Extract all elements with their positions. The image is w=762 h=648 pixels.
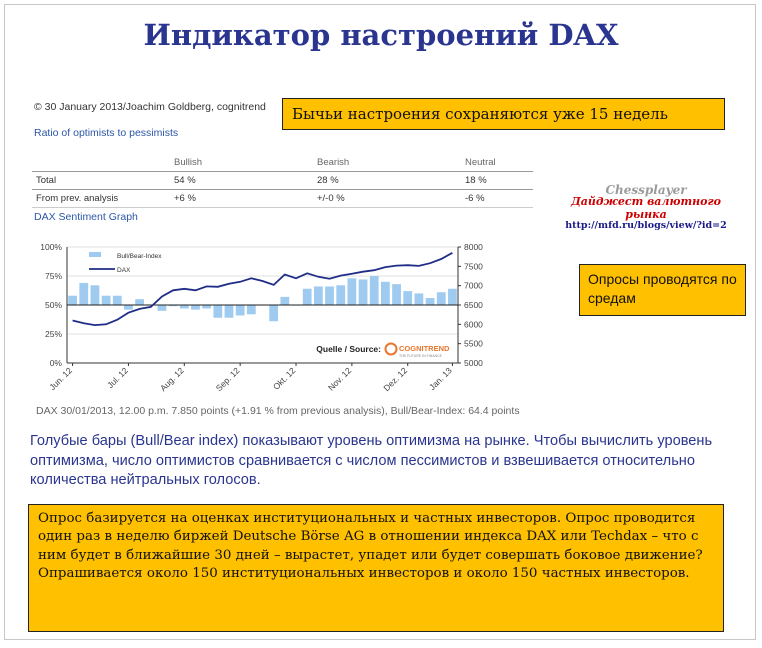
side-note-box xyxy=(579,264,746,316)
bar-bull-bear-index xyxy=(347,278,356,305)
cognitrend-logo-icon xyxy=(386,344,397,355)
table-header-cell xyxy=(32,154,170,172)
watermark-name: Chessplayer xyxy=(605,183,687,197)
watermark-digest: Дайджест валютного рынка xyxy=(570,195,722,221)
legend-swatch-bull-bear xyxy=(89,252,101,257)
right-axis-tick-label: 7000 xyxy=(464,280,483,291)
bar-bull-bear-index xyxy=(180,305,189,308)
bar-bull-bear-index xyxy=(381,282,390,305)
dax-caption: DAX 30/01/2013, 12.00 p.m. 7.850 points (+1.91 % from previous analysis), Bull/Bear-Index: 64.4 points xyxy=(36,405,520,417)
table-cell: 28 % xyxy=(313,172,461,190)
legend-label-bull-bear: Bull/Bear-Index xyxy=(117,253,162,260)
left-axis-tick-label: 100% xyxy=(40,242,62,252)
source-label: Quelle / Source: xyxy=(316,344,381,354)
explanation-text: Голубые бары (Bull/Bear index) показывают уровень оптимизма на рынке. Чтобы вычислить уровень оптимизма, число оптимистов сравнивается с числом пессимистов и взвешивается относительно количества нейтральных голосов. xyxy=(30,433,713,488)
bar-bull-bear-index xyxy=(225,305,234,318)
left-axis-tick-label: 0% xyxy=(49,358,62,368)
bar-bull-bear-index xyxy=(415,293,424,305)
headline-box xyxy=(282,98,725,130)
left-axis-tick-label: 25% xyxy=(44,329,62,339)
bar-bull-bear-index xyxy=(124,305,133,310)
bar-bull-bear-index xyxy=(269,305,278,321)
sentiment-table xyxy=(32,154,533,208)
bar-bull-bear-index xyxy=(426,298,435,305)
source-logo-text: COGNITREND xyxy=(399,344,450,353)
table-cell: +6 % xyxy=(170,190,313,208)
left-axis-tick-label: 50% xyxy=(44,300,62,310)
table-row xyxy=(32,172,533,190)
x-axis-tick-label: Jun. 12 xyxy=(47,365,74,393)
right-axis-tick-label: 6000 xyxy=(464,319,483,330)
bottom-note-box xyxy=(28,504,724,632)
bar-bull-bear-index xyxy=(359,279,368,305)
bar-bull-bear-index xyxy=(392,284,401,305)
x-axis-tick-label: Jul. 12 xyxy=(105,365,130,391)
table-cell: 54 % xyxy=(170,172,313,190)
source-logo-tagline: THE FUTURE IN FINANCE xyxy=(399,354,442,358)
x-axis-tick-label: Jan. 13 xyxy=(427,365,454,393)
table-cell: +/-0 % xyxy=(313,190,461,208)
bar-bull-bear-index xyxy=(213,305,222,318)
bar-bull-bear-index xyxy=(448,289,457,305)
watermark-logo xyxy=(556,183,736,231)
table-header-neutral: Neutral xyxy=(465,157,496,168)
x-axis-tick-label: Okt. 12 xyxy=(270,365,298,392)
bar-bull-bear-index xyxy=(247,305,256,314)
headline-text: Бычьи настроения сохраняются уже 15 недель xyxy=(292,105,668,123)
right-axis-tick-label: 8000 xyxy=(464,242,483,252)
dax-sentiment-chart xyxy=(30,237,500,402)
x-axis-tick-label: Dez. 12 xyxy=(381,365,410,394)
right-axis-tick-label: 6500 xyxy=(464,300,483,310)
bar-bull-bear-index xyxy=(236,305,245,315)
bar-bull-bear-index xyxy=(403,291,412,305)
table-header-bearish: Bearish xyxy=(317,157,350,168)
table-cell: From prev. analysis xyxy=(32,190,170,208)
right-axis-tick-label: 5000 xyxy=(464,358,483,368)
x-axis-tick-label: Aug. 12 xyxy=(157,365,186,394)
bar-bull-bear-index xyxy=(158,305,167,311)
table-header-row xyxy=(32,154,533,172)
side-note-text: Опросы проводятся по средам xyxy=(588,271,737,306)
left-axis-tick-label: 75% xyxy=(44,271,62,281)
right-axis-tick-label: 5500 xyxy=(464,338,483,349)
bar-bull-bear-index xyxy=(191,305,200,310)
graph-label: DAX Sentiment Graph xyxy=(34,211,138,223)
bar-bull-bear-index xyxy=(437,292,446,305)
bar-bull-bear-index xyxy=(102,296,111,305)
x-axis-tick-label: Sep. 12 xyxy=(213,365,242,394)
bar-bull-bear-index xyxy=(280,297,289,305)
bar-bull-bear-index xyxy=(79,283,88,305)
right-axis-tick-label: 7500 xyxy=(464,261,483,272)
table-row xyxy=(32,190,533,208)
legend-label-dax: DAX xyxy=(117,267,131,274)
table-cell: Total xyxy=(32,172,170,190)
bar-bull-bear-index xyxy=(202,305,211,308)
bottom-note-paragraph: Опрашивается около 150 институциональных инвесторов и около 150 частных инвесторов. xyxy=(38,566,690,582)
copyright-line: © 30 January 2013/Joachim Goldberg, cognitrend xyxy=(34,101,266,113)
bar-bull-bear-index xyxy=(370,276,379,305)
slide-title: Индикатор настроений DAX xyxy=(143,18,619,52)
bar-bull-bear-index xyxy=(336,285,345,305)
watermark-url[interactable]: http://mfd.ru/blogs/view/?id=2 xyxy=(565,220,727,231)
table-cell: 18 % xyxy=(461,172,533,190)
bar-bull-bear-index xyxy=(314,286,323,305)
table-cell: -6 % xyxy=(461,190,533,208)
bottom-note-paragraph: Опрос базируется на оценках институциональных и частных инвесторов. Опрос проводится один раз в неделю биржей Deutsche Börse AG в отношении индекса DAX или Techdax – что с ним будет в ближайшие 30 дней – вырастет, упадет или будет совершать боковое движение? xyxy=(38,511,703,563)
bar-bull-bear-index xyxy=(325,286,334,305)
bar-bull-bear-index xyxy=(135,299,144,305)
bar-bull-bear-index xyxy=(68,296,77,305)
table-header-bullish: Bullish xyxy=(174,157,202,168)
bar-bull-bear-index xyxy=(303,289,312,305)
ratio-label: Ratio of optimists to pessimists xyxy=(34,127,179,139)
x-axis-tick-label: Nov. 12 xyxy=(325,365,354,393)
bar-bull-bear-index xyxy=(91,285,100,305)
bar-bull-bear-index xyxy=(113,296,122,305)
